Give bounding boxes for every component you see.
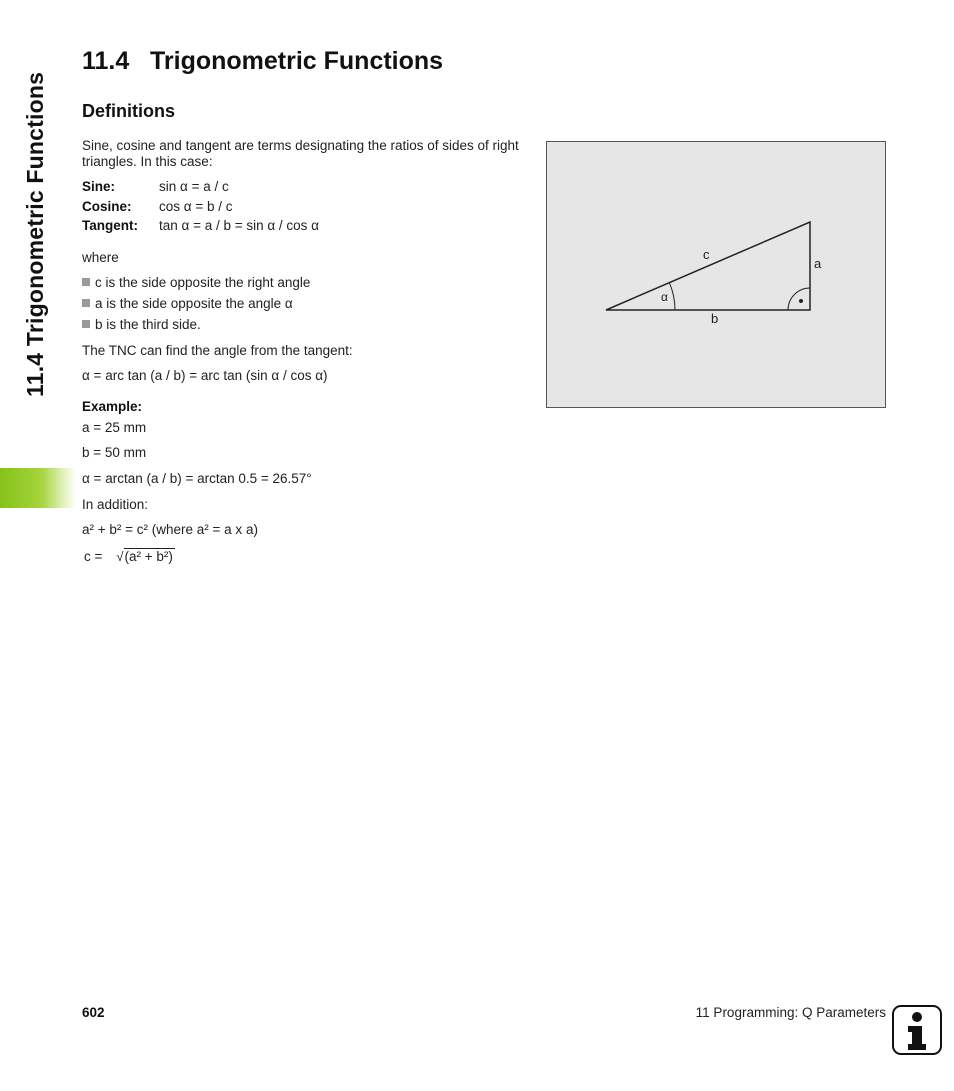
- side-c-label: c: [703, 247, 710, 262]
- sqrt-formula-lhs: c =: [84, 549, 103, 564]
- list-item: [82, 317, 201, 332]
- triangle-diagram: [547, 142, 885, 407]
- sidebar-chapter-title: [22, 52, 62, 402]
- example-b-value: b = 50 mm: [82, 445, 147, 460]
- angle-alpha-arc: [669, 283, 675, 310]
- right-angle-arc: [788, 288, 810, 310]
- sqrt-formula: [84, 549, 175, 564]
- angle-alpha-label: α: [661, 290, 668, 304]
- right-angle-dot: [799, 299, 803, 303]
- pythagoras-formula: a² + b² = c² (where a² = a x a): [82, 522, 258, 537]
- addition-label: In addition:: [82, 497, 149, 512]
- definition-formula-sine: sin α = a / c: [159, 179, 229, 194]
- sidebar-title-text: 11.4 Trigonometric Functions: [22, 71, 48, 397]
- list-item-text: a is the side opposite the angle α: [95, 296, 293, 311]
- definition-formula-tangent: tan α = a / b = sin α / cos α: [159, 218, 319, 233]
- intro-paragraph: Sine, cosine and tangent are terms designating the ratios of sides of right triangles. In this case:: [82, 138, 519, 169]
- where-label: where: [82, 250, 119, 265]
- right-triangle: [606, 222, 810, 310]
- chapter-tab-marker: [0, 468, 76, 508]
- page-title: [82, 47, 443, 76]
- side-a-label: a: [814, 256, 822, 271]
- bullet-square-icon: [82, 278, 90, 286]
- page-title-number: 11.4: [82, 47, 130, 75]
- list-item-text: c is the side opposite the right angle: [95, 275, 311, 290]
- example-a-value: a = 25 mm: [82, 420, 147, 435]
- tangent-formula: α = arc tan (a / b) = arc tan (sin α / cos α): [82, 368, 328, 383]
- example-label: Example:: [82, 399, 143, 414]
- sqrt-formula-radicand: (a² + b²): [124, 549, 173, 564]
- list-item: [82, 296, 293, 311]
- definition-label-tangent: Tangent:: [82, 218, 138, 233]
- example-alpha-formula: α = arctan (a / b) = arctan 0.5 = 26.57°: [82, 471, 312, 486]
- section-title: Definitions: [82, 101, 175, 121]
- bullet-square-icon: [82, 299, 90, 307]
- footer-chapter-title: 11 Programming: Q Parameters: [695, 1005, 886, 1020]
- definition-label-sine: Sine:: [82, 179, 116, 194]
- list-item: [82, 275, 310, 290]
- square-root-icon: √: [116, 549, 124, 564]
- info-icon: [892, 1005, 942, 1055]
- page-number: 602: [82, 1005, 105, 1020]
- tangent-note: The TNC can find the angle from the tangent:: [82, 343, 353, 358]
- definition-label-cosine: Cosine:: [82, 199, 132, 214]
- list-item-text: b is the third side.: [95, 317, 201, 332]
- page-title-text: Trigonometric Functions: [150, 47, 444, 75]
- definition-formula-cosine: cos α = b / c: [159, 199, 233, 214]
- bullet-square-icon: [82, 320, 90, 328]
- side-b-label: b: [711, 311, 719, 326]
- triangle-figure: [546, 141, 886, 408]
